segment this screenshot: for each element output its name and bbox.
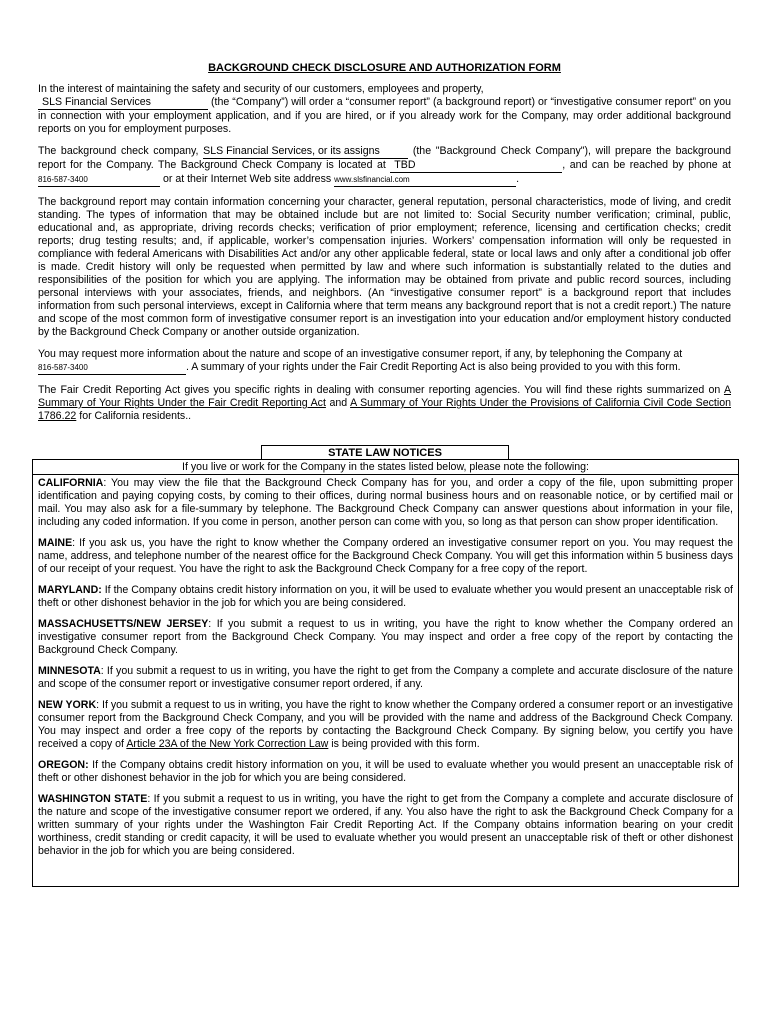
washington-label: WASHINGTON STATE (38, 793, 148, 805)
state-law-notices-box (32, 459, 739, 887)
phone-field[interactable] (38, 173, 160, 187)
notice-maryland (38, 584, 733, 610)
bg-company-value: SLS Financial Services, or its assigns (203, 145, 380, 157)
new-york-text-b: is being provided with this form. (331, 738, 480, 750)
phone-value: 816-587-3400 (38, 175, 88, 184)
fcra-text-a: The Fair Credit Reporting Act gives you specific rights in dealing with consumer reporting agencies. You will find these rights summarized on (38, 384, 721, 396)
notice-maine (38, 537, 733, 576)
notice-new-york (38, 699, 733, 751)
fcra-text-b: for California residents.. (79, 410, 192, 422)
request-more-text-b: . A summary of your rights under the Fair Credit Reporting Act is also being provided to you with this form. (186, 361, 681, 373)
bg-company-text-d: or at their Internet Web site address (162, 173, 332, 185)
minnesota-text: : If you submit a request to us in writing, you have the right to get from the Company a complete and accurate disclosure of the nature and scope of the consumer report or investigative consumer report ordered, if any. (38, 665, 733, 690)
bg-company-paragraph (38, 145, 731, 187)
website-value: www.slsfinancial.com (334, 175, 410, 184)
bg-company-text-a: The background check company, (38, 145, 199, 157)
california-summary-link[interactable]: A Summary of Your Rights Under the Provisions of California Civil Code Section 1786.22 (38, 397, 731, 422)
minnesota-label: MINNESOTA (38, 665, 101, 677)
fcra-and: and (329, 397, 348, 409)
fcra-summary-link[interactable]: A Summary of Your Rights Under the Fair Credit Reporting Act (38, 384, 732, 409)
bg-company-text-e: . (516, 173, 520, 185)
form-body (38, 62, 731, 432)
oregon-label: OREGON: (38, 759, 89, 771)
intro-paragraph (38, 83, 731, 136)
request-phone-field[interactable] (38, 361, 186, 375)
request-more-paragraph (38, 348, 731, 375)
california-text: : You may view the file that the Background Check Company has for you, and order a copy of the file, upon submitting proper identification and paying copying costs, by coming to their offices, during normal business hours and on reasonable notice, or by certified mail or mail. You may also ask for a file-summary by telephone. The Background Check Company can answer questions about information in your file, including any coded information. If you come in person, another person can come with you, so long as that person can show proper identification. (38, 477, 733, 528)
maryland-text: If the Company obtains credit history information on you, it will be used to evaluate whether you would present an unacceptable risk of theft or other dishonest behavior in the job for which you are being considered. (38, 584, 733, 609)
company-name-value: SLS Financial Services (42, 96, 151, 108)
new-york-label: NEW YORK (38, 699, 97, 711)
ny-correction-law-link[interactable]: Article 23A of the New York Correction Law (126, 738, 329, 750)
notice-washington (38, 793, 733, 858)
washington-text: : If you submit a request to us in writing, you have the right to get from the Company a complete and accurate disclosure of the nature and scope of the investigative consumer report we ordered, if any. You also have the right to ask the Background Check Company for a written summary of your rights under the Washington Fair Credit Reporting Act. If the Company obtains information bearing on your credit worthiness, credit standing or credit capacity, it will be used to evaluate whether you would present an unacceptable risk of theft or other dishonest behavior in the job for which you are being considered. (38, 793, 733, 857)
notice-california (38, 477, 733, 529)
notice-minnesota (38, 665, 733, 691)
maine-text: : If you ask us, you have the right to know whether the Company ordered an investigative consumer report on you. You may request the name, address, and telephone number of the nearest office for the Background Check Company. You will get this information within 5 business days of our receipt of your request. You have the right to ask the Background Check Company for a free copy of the report. (38, 537, 733, 575)
fcra-paragraph (38, 384, 731, 423)
report-contents-paragraph: The background report may contain information concerning your character, general reputation, personal characteristics, mode of living, and credit standing. The types of information that may be obtained include but are not limited to: Social Security number verification; criminal, public, educational and, as appropriate, driving records checks; verification of prior employment; reference, licensing and certification checks; credit reports; drug testing results; and, if applicable, worker’s compensation injuries. Workers’ compensation information will only be requested in compliance with federal Americans with Disabilities Act and/or any other applicable federal, state or local laws and only after a conditional job offer is made. Credit history will only be requested when permitted by law and where such information is substantially related to the duties and responsibilities of the position for which you are applying. The information may be obtained from private and public record sources, including personal interviews with your associates, friends, and neighbors. (An “investigative consumer report” is a background report that includes information from such personal interviews, except in California where that term means any background report that is not a credit report.) The nature and scope of the most common form of investigative consumer report is an investigation into your education and/or employment history conducted by the Background Check Company or another outside organization. (38, 196, 731, 338)
oregon-text: If the Company obtains credit history information on you, it will be used to evaluate whether you would present an unacceptable risk of theft or other dishonest behavior in the job for which you are being considered. (38, 759, 733, 784)
location-field[interactable] (390, 159, 562, 173)
company-name-field[interactable] (38, 96, 208, 110)
state-notices-subheading: If you live or work for the Company in the states listed below, please note the following: (33, 460, 738, 475)
ma-nj-text: : If you submit a request to us in writing, you have the right to know whether the Company ordered an investigative consumer report from the Background Check Company. You may inspect and order a free copy of the report by contacting the Background Check Company. (38, 618, 733, 656)
intro-text-b: (the “Company”) will order a “consumer report” (a background report) or “investigative consumer report” on you in connection with your employment application, and if you are hired, or if you already work for the Company, may order additional background reports on you for employment purposes. (38, 96, 731, 135)
request-more-text-a: You may request more information about the nature and scope of an investigative consumer report, if any, by telephoning the Company at (38, 348, 683, 360)
california-label: CALIFORNIA (38, 477, 104, 489)
new-york-text-a: : If you submit a request to us in writing, you have the right to know whether the Company ordered a consumer report or an investigative consumer report from the Background Check Company, and you will be provided with the name and address of the Background Check Company. You may inspect and order a free copy of the reports by contacting the Background Check Company. By signing below, you certify you have received a copy of (38, 699, 734, 750)
notice-massachusetts-new-jersey (38, 618, 733, 657)
maryland-label: MARYLAND: (38, 584, 102, 596)
form-title: BACKGROUND CHECK DISCLOSURE AND AUTHORIZATION FORM (208, 62, 561, 74)
intro-text-a: In the interest of maintaining the safety and security of our customers, employees and property, (38, 83, 484, 95)
notice-oregon (38, 759, 733, 785)
location-value: TBD (394, 159, 416, 171)
website-field[interactable] (334, 173, 516, 187)
bg-company-text-b: (the "Background Check Company"), will prepare the background report for the Company. The Background Check Company is located at (38, 145, 732, 171)
bg-company-text-c: , and can be reached by phone at (562, 159, 731, 171)
bg-company-field[interactable] (203, 145, 408, 159)
request-phone-value: 816-587-3400 (38, 363, 88, 372)
state-law-heading: STATE LAW NOTICES (261, 445, 509, 460)
maine-label: MAINE (38, 537, 73, 549)
ma-nj-label: MASSACHUSETTS/NEW JERSEY (38, 618, 209, 630)
